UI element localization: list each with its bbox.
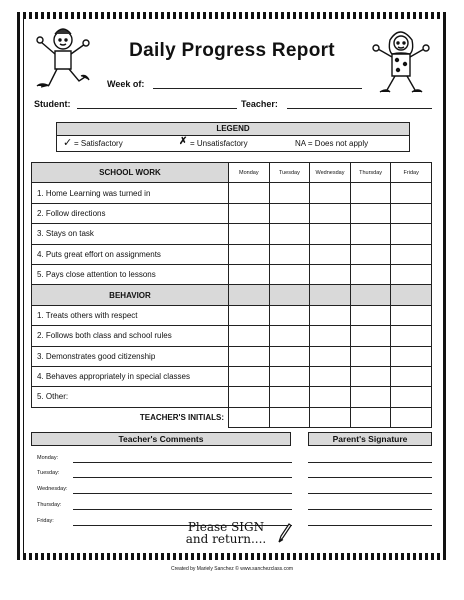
day-header: Thursday <box>350 163 391 183</box>
behavior-header: BEHAVIOR <box>32 285 229 305</box>
check-cell[interactable] <box>269 264 310 284</box>
signature-line[interactable] <box>308 477 432 478</box>
check-cell[interactable] <box>350 183 391 203</box>
teacher-label: Teacher: <box>241 99 278 109</box>
check-cell[interactable] <box>350 346 391 366</box>
signature-line[interactable] <box>308 509 432 510</box>
item-label: 1. Treats others with respect <box>32 305 229 325</box>
initials-row <box>32 407 432 427</box>
check-cell[interactable] <box>310 224 351 244</box>
check-cell[interactable] <box>310 244 351 264</box>
check-cell[interactable] <box>391 203 432 223</box>
table-row <box>32 264 432 284</box>
table-row <box>32 387 432 407</box>
check-cell[interactable] <box>269 366 310 386</box>
check-cell[interactable] <box>269 244 310 264</box>
table-row <box>32 326 432 346</box>
comment-day-label: Tuesday: <box>37 470 60 476</box>
check-cell[interactable] <box>229 244 270 264</box>
student-label: Student: <box>34 99 71 109</box>
check-cell[interactable] <box>310 387 351 407</box>
initials-cell[interactable] <box>269 407 310 427</box>
check-cell[interactable] <box>391 387 432 407</box>
check-cell[interactable] <box>229 366 270 386</box>
check-cell[interactable] <box>391 326 432 346</box>
please-sign-note <box>176 521 276 545</box>
pencil-icon <box>276 522 292 544</box>
initials-cell[interactable] <box>391 407 432 427</box>
check-cell[interactable] <box>310 183 351 203</box>
check-cell[interactable] <box>391 366 432 386</box>
boy-clipart-icon <box>33 24 95 100</box>
behavior-header-row <box>32 285 432 305</box>
comment-day-label: Wednesday: <box>37 486 68 492</box>
comment-day-label: Friday: <box>37 518 54 524</box>
girl-clipart-icon <box>370 26 432 104</box>
check-cell[interactable] <box>229 224 270 244</box>
check-cell[interactable] <box>310 346 351 366</box>
table-row <box>32 305 432 325</box>
check-cell[interactable] <box>391 224 432 244</box>
comment-line[interactable] <box>73 477 292 478</box>
day-header: Tuesday <box>269 163 310 183</box>
week-of-label: Week of: <box>107 79 145 89</box>
day-header: Monday <box>229 163 270 183</box>
check-cell[interactable] <box>391 244 432 264</box>
item-label: 4. Puts great effort on assignments <box>32 244 229 264</box>
check-cell[interactable] <box>269 387 310 407</box>
item-label: 2. Follows both class and school rules <box>32 326 229 346</box>
table-row <box>32 346 432 366</box>
legend-na: NA = Does not apply <box>295 139 369 148</box>
comment-line[interactable] <box>73 493 292 494</box>
legend-box <box>56 122 410 152</box>
check-cell[interactable] <box>269 326 310 346</box>
check-cell[interactable] <box>310 203 351 223</box>
day-header: Friday <box>391 163 432 183</box>
check-cell[interactable] <box>269 224 310 244</box>
item-label: 1. Home Learning was turned in <box>32 183 229 203</box>
school-work-header: SCHOOL WORK <box>32 163 229 183</box>
check-cell[interactable] <box>229 305 270 325</box>
initials-cell[interactable] <box>350 407 391 427</box>
check-cell[interactable] <box>229 183 270 203</box>
check-cell[interactable] <box>391 346 432 366</box>
signature-line[interactable] <box>308 493 432 494</box>
check-cell[interactable] <box>269 203 310 223</box>
check-cell[interactable] <box>350 305 391 325</box>
item-label: 5. Other: <box>32 387 229 407</box>
check-cell[interactable] <box>350 387 391 407</box>
check-cell[interactable] <box>229 346 270 366</box>
check-cell[interactable] <box>350 264 391 284</box>
teacher-field[interactable] <box>287 108 432 109</box>
check-cell[interactable] <box>391 183 432 203</box>
check-cell[interactable] <box>310 326 351 346</box>
parents-signature-header: Parent's Signature <box>308 432 432 446</box>
item-label: 3. Demonstrates good citizenship <box>32 346 229 366</box>
table-row <box>32 203 432 223</box>
day-header: Wednesday <box>310 163 351 183</box>
item-label: 5. Pays close attention to lessons <box>32 264 229 284</box>
please-sign-line1: Please SIGN <box>187 520 265 534</box>
comment-line[interactable] <box>73 509 292 510</box>
check-cell[interactable] <box>269 346 310 366</box>
check-cell[interactable] <box>350 326 391 346</box>
table-row <box>32 183 432 203</box>
check-cell[interactable] <box>310 305 351 325</box>
check-cell[interactable] <box>350 203 391 223</box>
check-cell[interactable] <box>350 366 391 386</box>
table-row <box>32 366 432 386</box>
comment-line[interactable] <box>73 462 292 463</box>
table-row <box>32 244 432 264</box>
check-cell[interactable] <box>229 203 270 223</box>
check-icon: ✓ <box>63 137 73 149</box>
page-title: Daily Progress Report <box>129 40 335 61</box>
check-cell[interactable] <box>229 326 270 346</box>
teachers-comments-header: Teacher's Comments <box>31 432 291 446</box>
legend-title: LEGEND <box>57 123 409 136</box>
item-label: 2. Follow directions <box>32 203 229 223</box>
week-of-field[interactable] <box>153 88 362 89</box>
check-cell[interactable] <box>310 264 351 284</box>
check-cell[interactable] <box>229 387 270 407</box>
grid-header-row <box>32 163 432 183</box>
check-cell[interactable] <box>391 264 432 284</box>
credit-line: Created by Mariely Sanchez © www.sanchezclass.com <box>170 566 294 572</box>
signature-line[interactable] <box>308 525 432 526</box>
check-cell[interactable] <box>350 224 391 244</box>
check-cell[interactable] <box>391 305 432 325</box>
check-cell[interactable] <box>269 305 310 325</box>
legend-satisfactory: = Satisfactory <box>74 139 123 148</box>
check-cell[interactable] <box>229 264 270 284</box>
legend-unsatisfactory: = Unsatisfactory <box>190 139 248 148</box>
initials-cell[interactable] <box>229 407 270 427</box>
x-mark-icon: ✗ <box>179 136 188 147</box>
comment-day-label: Monday: <box>37 455 59 461</box>
item-label: 4. Behaves appropriately in special classes <box>32 366 229 386</box>
item-label: 3. Stays on task <box>32 224 229 244</box>
please-sign-line2: and return.... <box>185 532 267 546</box>
progress-grid <box>31 162 432 428</box>
signature-line[interactable] <box>308 462 432 463</box>
table-row <box>32 224 432 244</box>
check-cell[interactable] <box>310 366 351 386</box>
teachers-initials-label: TEACHER'S INITIALS: <box>32 407 229 427</box>
initials-cell[interactable] <box>310 407 351 427</box>
check-cell[interactable] <box>350 244 391 264</box>
check-cell[interactable] <box>269 183 310 203</box>
comment-day-label: Thursday: <box>37 502 62 508</box>
student-field[interactable] <box>77 108 237 109</box>
